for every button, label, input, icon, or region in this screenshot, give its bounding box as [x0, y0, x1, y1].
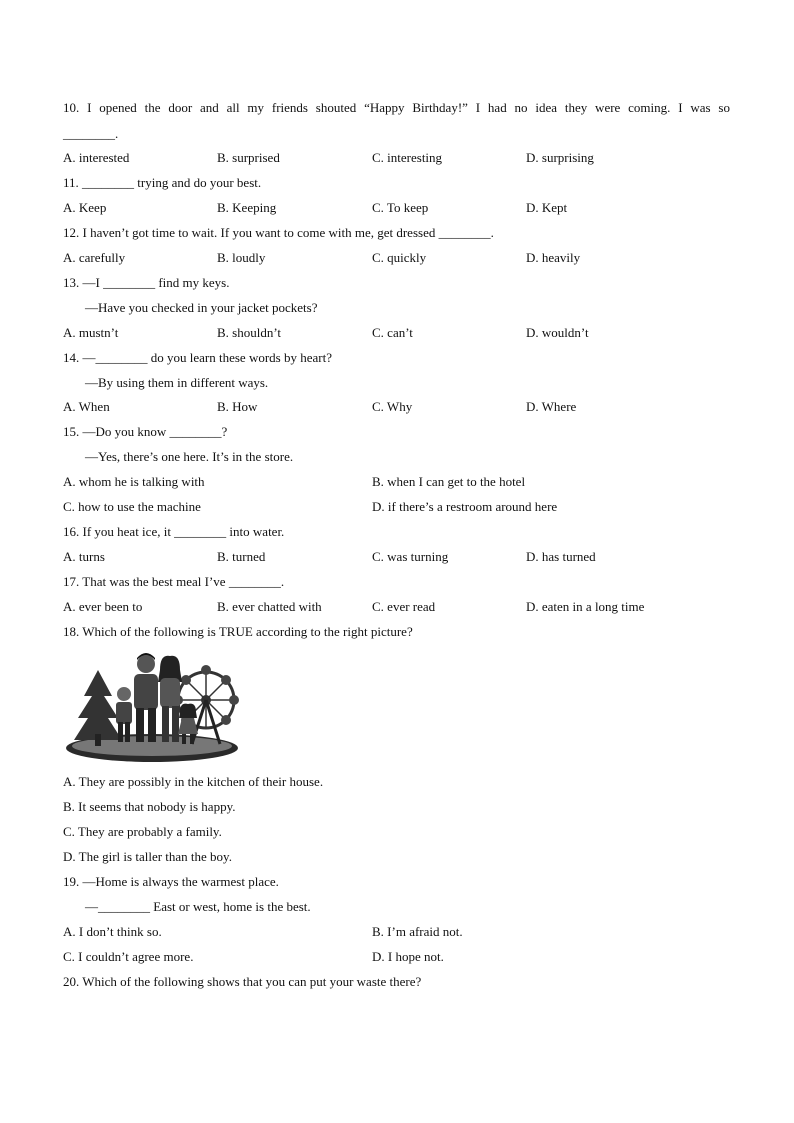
q10-option-c[interactable]: C. interesting	[372, 150, 443, 165]
q10-option-b[interactable]: B. surprised	[217, 150, 280, 165]
q16-option-b[interactable]: B. turned	[217, 549, 266, 564]
question-10-blank: ________.	[63, 126, 119, 141]
question-15-stem: 15. —Do you know ________?	[63, 424, 228, 439]
question-18-stem: 18. Which of the following is TRUE according to the right picture?	[63, 624, 413, 639]
q19-option-d[interactable]: D. I hope not.	[372, 949, 444, 964]
q14-option-b[interactable]: B. How	[217, 399, 258, 414]
q17-option-c[interactable]: C. ever read	[372, 599, 436, 614]
q13-option-b[interactable]: B. shouldn’t	[217, 325, 282, 340]
question-14-reply: —By using them in different ways.	[85, 375, 269, 390]
question-15-reply: —Yes, there’s one here. It’s in the store.	[85, 449, 294, 464]
q15-option-a[interactable]: A. whom he is talking with	[63, 474, 205, 489]
q10-option-d[interactable]: D. surprising	[526, 150, 594, 165]
q18-option-b[interactable]: B. It seems that nobody is happy.	[63, 799, 236, 814]
question-19-reply: —________ East or west, home is the best.	[85, 899, 311, 914]
q16-option-d[interactable]: D. has turned	[526, 549, 596, 564]
q12-option-a[interactable]: A. carefully	[63, 250, 126, 265]
q10-option-a[interactable]: A. interested	[63, 150, 130, 165]
q15-option-d[interactable]: D. if there’s a restroom around here	[372, 499, 558, 514]
q11-option-a[interactable]: A. Keep	[63, 200, 107, 215]
q18-option-c[interactable]: C. They are probably a family.	[63, 824, 222, 839]
q13-option-d[interactable]: D. wouldn’t	[526, 325, 589, 340]
q15-option-b[interactable]: B. when I can get to the hotel	[372, 474, 526, 489]
question-12-stem: 12. I haven’t got time to wait. If you want to come with me, get dressed ________.	[63, 225, 494, 240]
q14-option-c[interactable]: C. Why	[372, 399, 413, 414]
q12-option-d[interactable]: D. heavily	[526, 250, 581, 265]
q12-option-b[interactable]: B. loudly	[217, 250, 266, 265]
question-11-stem: 11. ________ trying and do your best.	[63, 175, 262, 190]
q17-option-a[interactable]: A. ever been to	[63, 599, 143, 614]
question-17-stem: 17. That was the best meal I’ve ________.	[63, 574, 285, 589]
q18-option-a[interactable]: A. They are possibly in the kitchen of their house.	[63, 774, 324, 789]
question-16-stem: 16. If you heat ice, it ________ into water.	[63, 524, 285, 539]
question-19-stem: 19. —Home is always the warmest place.	[63, 874, 279, 889]
question-14-stem: 14. —________ do you learn these words by heart?	[63, 350, 332, 365]
q16-option-a[interactable]: A. turns	[63, 549, 105, 564]
family-picture-icon	[64, 648, 240, 764]
q17-option-d[interactable]: D. eaten in a long time	[526, 599, 645, 614]
q16-option-c[interactable]: C. was turning	[372, 549, 449, 564]
q11-option-b[interactable]: B. Keeping	[217, 200, 277, 215]
q14-option-a[interactable]: A. When	[63, 399, 110, 414]
q17-option-b[interactable]: B. ever chatted with	[217, 599, 322, 614]
q11-option-c[interactable]: C. To keep	[372, 200, 429, 215]
question-13-reply: —Have you checked in your jacket pockets?	[85, 300, 318, 315]
q19-option-b[interactable]: B. I’m afraid not.	[372, 924, 463, 939]
q13-option-a[interactable]: A. mustn’t	[63, 325, 119, 340]
question-13-stem: 13. —I ________ find my keys.	[63, 275, 230, 290]
question-20-stem: 20. Which of the following shows that you can put your waste there?	[63, 974, 422, 989]
question-10-stem: 10. I opened the door and all my friends shouted “Happy Birthday!” I had no idea they were coming. I was so	[63, 100, 730, 115]
q15-option-c[interactable]: C. how to use the machine	[63, 499, 201, 514]
q19-option-c[interactable]: C. I couldn’t agree more.	[63, 949, 194, 964]
q11-option-d[interactable]: D. Kept	[526, 200, 568, 215]
q12-option-c[interactable]: C. quickly	[372, 250, 427, 265]
q18-option-d[interactable]: D. The girl is taller than the boy.	[63, 849, 232, 864]
q13-option-c[interactable]: C. can’t	[372, 325, 413, 340]
q14-option-d[interactable]: D. Where	[526, 399, 577, 414]
q19-option-a[interactable]: A. I don’t think so.	[63, 924, 162, 939]
